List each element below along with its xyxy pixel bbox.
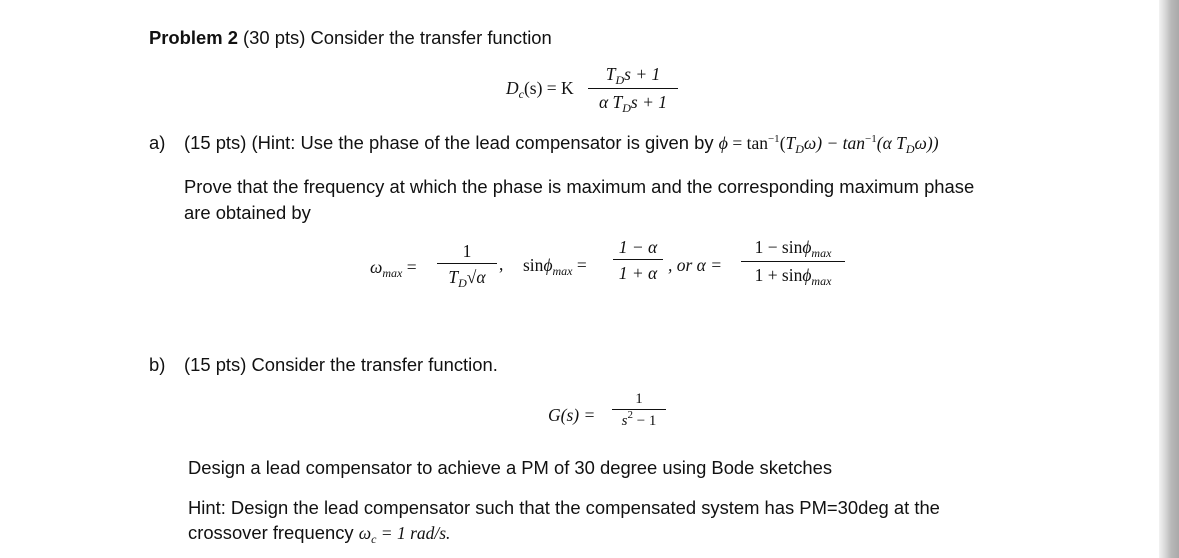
paren1: ( xyxy=(779,133,786,153)
tan1: = tan xyxy=(727,133,768,153)
part-a-marker: a) xyxy=(149,132,166,153)
phi1-sub: max xyxy=(552,264,573,278)
eq2-equals-2: = xyxy=(572,255,587,275)
eq3-denominator xyxy=(612,409,666,431)
eq1-lhs xyxy=(506,78,574,100)
eq3-sq: 2 xyxy=(627,409,633,421)
eq1-num-sub: D xyxy=(615,73,625,87)
crossover-text: crossover frequency xyxy=(188,522,359,543)
design-line: Design a lead compensator to achieve a PM of 30 degree using Bode sketches xyxy=(188,457,833,478)
sin-phi-max-lhs xyxy=(523,255,587,277)
G-of-s: G(s) = xyxy=(548,405,596,425)
f2-bar xyxy=(613,259,663,260)
tan1-sup: −1 xyxy=(767,133,780,145)
f3-num-phi: ϕ xyxy=(802,237,812,257)
f1-sqrt-alpha: √α xyxy=(466,267,486,287)
sin-phi-fraction xyxy=(613,236,663,284)
prove-line-1: Prove that the frequency at which the phase is maximum and the corresponding maximum phase xyxy=(184,176,975,197)
omega-sub: max xyxy=(382,266,403,280)
omega-max-lhs xyxy=(370,257,417,279)
f1-numerator: 1 xyxy=(462,241,472,261)
eq1-numerator xyxy=(588,63,678,87)
eq3-numerator: 1 xyxy=(635,391,643,407)
problem-label: Problem 2 xyxy=(149,27,238,48)
wc-rest: = 1 rad/s. xyxy=(376,523,451,543)
f1-T-sub: D xyxy=(458,276,467,290)
prove-line-2: are obtained by xyxy=(184,202,311,223)
page-edge-shadow xyxy=(1159,0,1179,558)
part-b-text: (15 pts) Consider the transfer function. xyxy=(184,354,498,375)
comma-1: , xyxy=(499,254,504,274)
omega-max-fraction xyxy=(437,240,497,290)
eq1-den-rest: s + 1 xyxy=(630,92,668,112)
eq1-fraction-bar xyxy=(588,88,678,89)
eq1-denominator xyxy=(588,91,678,115)
f1-denominator xyxy=(437,266,497,290)
f3-denominator xyxy=(741,264,845,288)
f3-num-a: 1 − sin xyxy=(754,237,803,257)
hint-line-1: Hint: Design the lead compensator such that the compensated system has PM=30deg at the xyxy=(188,497,940,518)
or-alpha: , or α = xyxy=(668,255,723,275)
eq1-num-rest: s + 1 xyxy=(624,64,661,84)
omega1: ω) − tan xyxy=(803,133,866,153)
T1: T xyxy=(785,133,796,153)
phi-symbol: ϕ xyxy=(718,133,728,153)
f3-bar xyxy=(741,261,845,262)
f3-numerator xyxy=(741,236,845,260)
wc-omega: ω xyxy=(358,523,372,543)
problem-intro: (30 pts) Consider the transfer function xyxy=(237,27,552,48)
eq1-num-T: T xyxy=(605,64,616,84)
eq3-bar xyxy=(612,409,666,410)
eq2-equals: = xyxy=(402,257,417,277)
f3-den-a: 1 + sin xyxy=(754,265,803,285)
problem-heading xyxy=(149,25,552,51)
T1-sub: D xyxy=(795,142,804,156)
eq3-fraction xyxy=(612,390,666,431)
paren2: (α T xyxy=(876,133,906,153)
eq1-den-sub: D xyxy=(622,101,631,115)
eq3-minus-one: − 1 xyxy=(632,413,657,429)
f3-den-phi: ϕ xyxy=(802,265,812,285)
eq1-D-sub: c xyxy=(518,87,524,101)
f1-bar xyxy=(437,263,497,264)
hint-line-2 xyxy=(188,520,450,546)
eq1-den-alpha: α T xyxy=(598,92,623,112)
phase-formula xyxy=(727,133,939,156)
part-a-line xyxy=(184,130,939,156)
wc-sub: c xyxy=(371,532,377,546)
tan2-sup: −1 xyxy=(865,133,877,145)
eq3-s: s xyxy=(621,413,628,429)
sin1: sin xyxy=(523,255,544,275)
eq1-fraction xyxy=(588,63,678,115)
eq1-arg: (s) = K xyxy=(523,78,574,98)
omega: ω xyxy=(370,257,383,277)
phi1: ϕ xyxy=(543,255,553,275)
eq1-D: D xyxy=(506,78,519,98)
alpha-fraction xyxy=(741,236,845,288)
omega2: ω)) xyxy=(914,133,939,153)
f2-numerator: 1 − α xyxy=(618,237,658,257)
part-b-marker: b) xyxy=(149,354,166,375)
f3-num-sub: max xyxy=(811,246,832,260)
f1-T: T xyxy=(448,267,459,287)
f2-denominator: 1 + α xyxy=(618,263,658,283)
T2-sub: D xyxy=(905,142,915,156)
part-a-text: (15 pts) (Hint: Use the phase of the lead compensator is given by xyxy=(184,132,719,153)
f3-den-sub: max xyxy=(811,274,832,288)
crossover-formula xyxy=(358,523,451,546)
eq3-lhs xyxy=(548,405,595,425)
